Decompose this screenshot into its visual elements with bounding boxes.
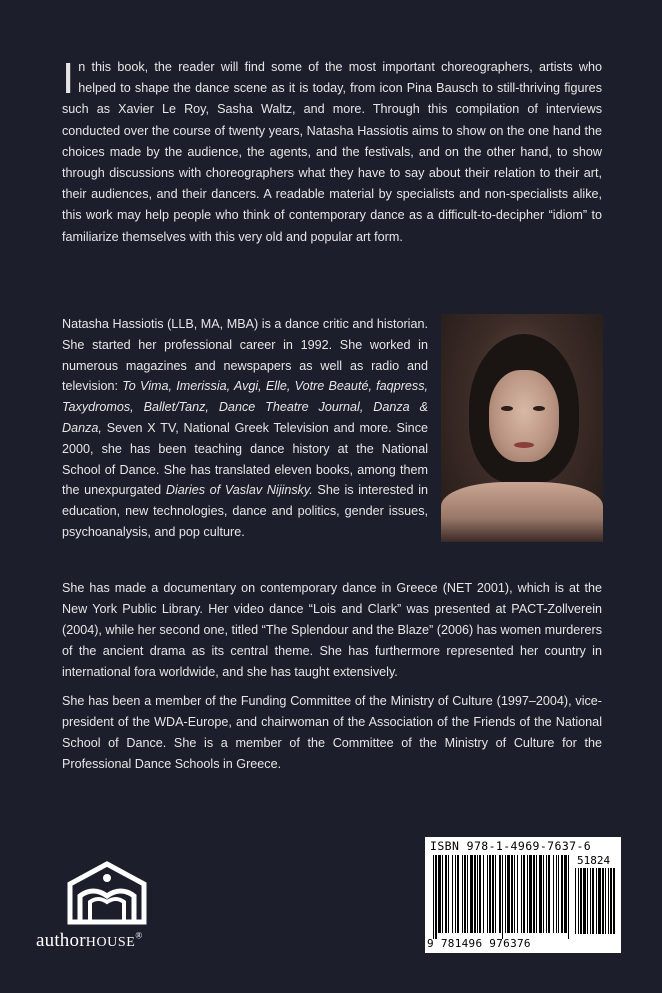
book-title: Diaries of Vaslav Nijinsky. [165,483,313,498]
barcode-bar [474,855,476,933]
barcode-bar [608,868,609,934]
barcode-bar [448,855,449,933]
drop-cap: I [62,54,75,103]
book-description [62,54,602,248]
author-photo [441,314,603,542]
barcode-bar [548,855,550,933]
barcode-bar [442,855,443,933]
barcode-bar [558,855,559,933]
barcode-bar [464,855,466,933]
barcode-bar [605,868,606,934]
barcode-bar [539,855,542,933]
barcode-bar [483,855,484,933]
barcode-bar [546,855,547,933]
photo-eye [501,406,513,411]
barcode-bar [477,855,478,933]
barcode-bar [610,868,612,934]
isbn-barcode [425,837,621,953]
barcode-bar [511,855,513,933]
bio-text: She is interested in education, new technologies, dance and politics, gender issues, psychoanalysis, and pop culture. [62,483,429,539]
barcode-bar [455,855,456,933]
barcode-bar [479,855,481,933]
photo-eye [533,406,545,411]
barcode-bar [527,855,528,933]
barcode-bar [523,855,525,933]
barcode-bar [575,868,576,934]
barcode-bar [533,855,535,933]
barcode-bar [564,855,567,933]
barcode-bar [592,868,594,934]
barcode-bar [578,868,579,934]
barcode-bar [489,855,491,933]
photo-lips [514,442,534,448]
bio-text: Seven X TV, National Greek Television and more. Since 2000, she has been teaching dance history at the National School of Dance. She has translated eleven books, among them the unexpurgated [62,420,428,498]
barcode-bar [556,855,557,933]
barcode-bar [470,855,473,933]
wordmark-author: author [36,930,86,951]
author-bio-paragraph-1 [62,314,428,543]
barcode-bar [462,855,463,933]
barcode-bar [536,855,537,933]
barcode-bar [590,868,591,934]
isbn-label: ISBN 978-1-4969-7637-6 [430,839,592,853]
barcode-bar [596,868,597,934]
barcode-bar [529,855,532,933]
ean-barcode-bars [433,855,571,939]
barcode-bar [580,868,582,934]
barcode-bar [505,855,506,933]
barcode-bar [457,855,459,933]
barcode-bar [507,855,510,933]
barcode-bar [499,855,501,933]
barcode-bar [452,855,453,933]
barcode-bar [445,855,447,933]
barcode-bar [433,855,434,939]
barcode-bar [438,855,441,933]
ean-digits: 9 781496 976376 [427,937,531,950]
barcode-bar [514,855,515,933]
barcode-bar [435,855,437,939]
registered-mark: ® [135,930,143,941]
barcode-bar [587,868,588,934]
barcode-bar [561,855,563,933]
description-text: n this book, the reader will find some of the most important choreographers, artists who helped to shape the dance scene as it is today, from icon Pina Bausch to still-thriving figures such as Xavier Le Roy, Sasha Waltz, and more. Through this compilation of interviews conducted over the course of twenty years, Natasha Hassiotis aims to show on the one hand the choices made by the audience, the agents, and the festivals, and on the other hand, to show through discussions with choreographers what they have to say about their relation to their art, their audiences, and their dancers. A readable material by specialists and non-specialists alike, this work may help people who think of contemporary dance as a difficult-to-decipher “idiom” to familiarize themselves with this very old and popular art form. [62,60,602,244]
barcode-bar [487,855,488,933]
barcode-bar [583,868,586,934]
publisher-logo [36,860,186,960]
barcode-bar [602,868,604,934]
barcode-bar [492,855,494,933]
barcode-bar [517,855,518,933]
book-arch-logo-icon [66,860,148,926]
barcode-bar [613,868,615,934]
publication-list: To Vima, Imerissia, Avgi, Elle, Votre Beauté, faqpress, Taxydromos, Ballet/Tanz, Dance Theatre Journal, Danza & Danza, [62,379,428,435]
author-bio-paragraph-2: She has made a documentary on contemporary dance in Greece (NET 2001), which is at the New York Public Library. Her video dance “Lois and Clark” was presented at PACT-Zollverein (2004), while her second one, titled “The Splendour and the Blaze” (2006) has women murderers of the ancient drama as its central theme. She has furthermore represented her country in international fora worldwide, and she has taught extensively. [62,581,602,679]
barcode-bar [467,855,468,933]
barcode-bar [495,855,496,933]
barcode-bar [521,855,522,933]
bio-text: Natasha Hassiotis (LLB, MA, MBA) is a dance critic and historian. She started her professional career in 1992. She worked in numerous magazines and newspapers as well as radio and television: [62,317,428,394]
barcode-bar [553,855,554,933]
barcode-bar [502,855,503,939]
wordmark-house: HOUSE [85,935,136,950]
publisher-wordmark [36,930,186,952]
price-addon-number: 51824 [577,854,611,867]
barcode-bar [598,868,601,934]
author-bio-paragraph-3: She has been a member of the Funding Committee of the Ministry of Culture (1997–2004), vice-president of the WDA-Europe, and chairwoman of the Association of the Friends of the National School of Dance. She is a member of the Committee of the Ministry of Culture for the Professional Dance Schools in Greece. [62,694,602,771]
barcode-bar [543,855,544,933]
addon-barcode-bars [575,868,615,934]
photo-arms [441,482,603,542]
photo-face [489,370,559,462]
barcode-bar [568,855,569,939]
